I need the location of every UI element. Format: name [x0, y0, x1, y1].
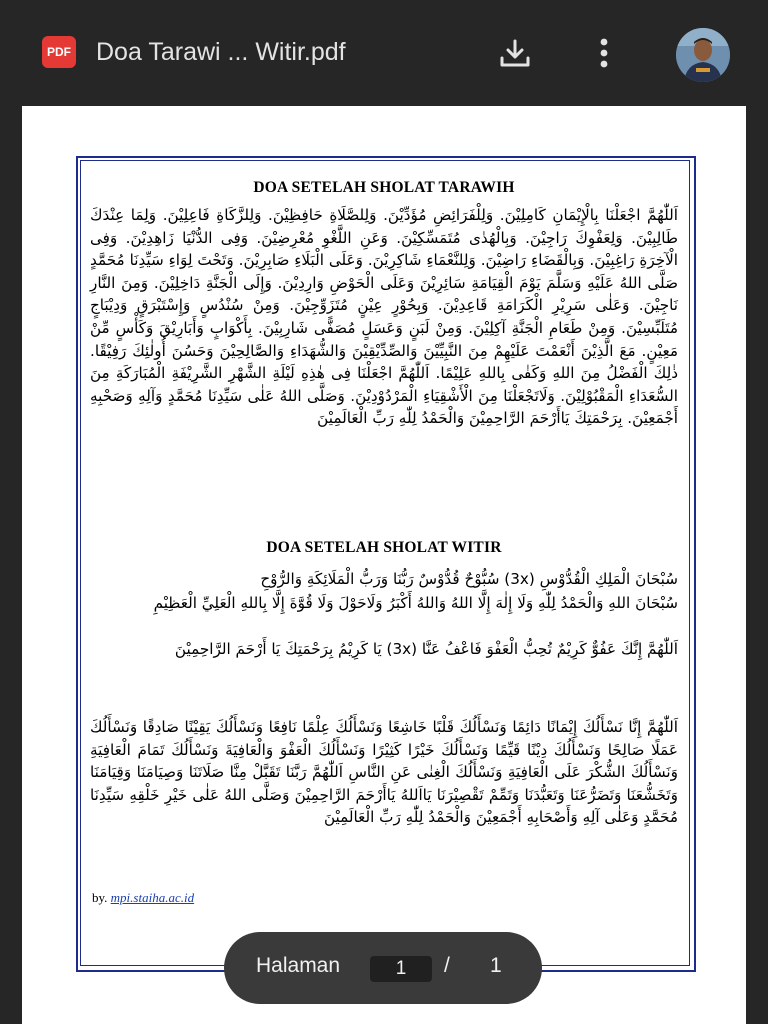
page-separator: /	[444, 954, 450, 977]
user-avatar-icon	[676, 28, 730, 82]
source-link[interactable]: mpi.staiha.ac.id	[110, 890, 195, 905]
heading-tarawih: DOA SETELAH SHOLAT TARAWIH	[253, 179, 515, 196]
total-pages: 1	[490, 954, 502, 977]
more-options-button[interactable]	[590, 34, 618, 72]
current-page-input[interactable]: 1	[370, 956, 432, 982]
more-vert-icon	[590, 34, 618, 72]
byline-prefix: by.	[92, 890, 108, 905]
download-icon	[496, 34, 534, 72]
witir-prayer-line-2: سُبْحَانَ اللهِ وَالْحَمْدُ لِلّٰهِ وَلَا إِلٰهَ إِلَّا اللهُ وَاللهُ أَكْبَرُ وَلَاحَوْلَ وَلَا قُوَّةَ إِلَّا بِاللهِ الْعَلِيِّ الْعَظِيْمِ	[153, 594, 678, 612]
witir-prayer-line-1: سُبْحَانَ الْمَلِكِ الْقُدُّوْسِ (3x) سُبُّوْحٌ قُدُّوْسٌ رَبُّنَا وَرَبُّ الْمَلَائِكَةِ وَالرُّوْحِ	[260, 570, 678, 588]
download-button[interactable]	[496, 34, 534, 72]
heading-witir: DOA SETELAH SHOLAT WITIR	[266, 539, 502, 556]
witir-prayer-paragraph: اَللّٰهُمَّ إِنَّا نَسْأَلُكَ إِيْمَانًا دَائِمًا وَنَسْأَلُكَ قَلْبًا خَاشِعًا وَنَسْأَلُكَ عِلْمًا نَافِعًا وَنَسْأَلُكَ يَقِيْنًا صَادِقًا وَنَسْأَلُكَ عَمَلًا صَالِحًا وَنَسْأَلُكَ دِيْنًا قَيِّمًا وَنَسْأَلُكَ خَيْرًا كَثِيْرًا وَنَسْأَلُكَ الْعَفْوَ وَالْعَافِيَةَ وَنَسْأَلُكَ تَمَامَ الْعَافِيَةِ وَنَسْأَلُكَ الشُّكْرَ عَلَى الْعَافِيَةِ وَنَسْأَلُكَ الْغِنٰى عَنِ النَّاسِ اَللّٰهُمَّ رَبَّنَا تَقَبَّلْ مِنَّا صَلَاتَنَا وَصِيَامَنَا وَقِيَامَنَا وَتَخَشُّعَنَا وَتَضَرُّعَنَا وَتَعَبُّدَنَا وَتَمِّمْ تَقْصِيْرَنَا يَااَللهُ يَاأَرْحَمَ الرَّاحِمِيْنَ وَصَلَّى اللهُ عَلٰى خَيْرِ خَلْقِهِ سَيِّدِنَا مُحَمَّدٍ وَعَلٰى آلِهِ وَأَصْحَابِهِ أَجْمَعِيْنَ وَالْحَمْدُ لِلّٰهِ رَبِّ الْعَالَمِيْنَ	[90, 718, 678, 827]
pdf-page	[22, 106, 746, 1024]
page-label: Halaman	[256, 954, 341, 977]
top-bar	[0, 0, 768, 106]
tarawih-prayer-text: اَللّٰهُمَّ اجْعَلْنَا بِالْإِيْمَانِ كَامِلِيْنَ. وَلِلْفَرَائِضِ مُؤَدِّيْنَ. وَلِلصَّلَاةِ حَافِظِيْنَ. وَلِلزَّكَاةِ فَاعِلِيْنَ. وَلِمَا عِنْدَكَ طَالِبِيْنَ. وَلِعَفْوِكَ رَاجِيْنَ. وَبِالْهُدٰى مُتَمَسِّكِيْنَ. وَعَنِ اللَّغْوِ مُعْرِضِيْنَ. وَفِى الدُّنْيَا زَاهِدِيْنَ. وَفِى الْآخِرَةِ رَاغِبِيْنَ. وَبِالْقَضَاءِ رَاضِيْنَ. وَلِلنَّعْمَاءِ شَاكِرِيْنَ. وَعَلَى الْبَلَاءِ صَابِرِيْنَ. وَتَحْتَ لِوَاءِ سَيِّدِنَا مُحَمَّدٍ صَلَّى اللهُ عَلَيْهِ وَسَلَّمَ يَوْمَ الْقِيَامَةِ سَائِرِيْنَ وَعَلَى الْحَوْضِ وَارِدِيْنَ. وَإِلَى الْجَنَّةِ دَاخِلِيْنَ. وَمِنَ النَّارِ نَاجِيْنَ. وَعَلٰى سَرِيْرِ الْكَرَامَةِ قَاعِدِيْنَ. وَبِحُوْرٍ عِيْنٍ مُتَزَوِّجِيْنَ. وَمِنْ سُنْدُسٍ وَإِسْتَبْرَقٍ وَدِيْبَاجٍ مُتَلَبِّسِيْنَ. وَمِنْ طَعَامِ الْجَنَّةِ آكِلِيْنَ. وَمِنْ لَبَنٍ وَعَسَلٍ مُصَفًّى شَارِبِيْنَ. بِأَكْوَابٍ وَأَبَارِيْقَ وَكَأْسٍ مِّنْ مَعِيْنٍ. مَعَ الَّذِيْنَ أَنْعَمْتَ عَلَيْهِمْ مِنَ النَّبِيِّيْنَ وَالصِّدِّيْقِيْنَ وَالشُّهَدَاءِ وَالصَّالِحِيْنَ وَحَسُنَ أُولٰئِكَ رَفِيْقًا. ذٰلِكَ الْفَضْلُ مِنَ اللهِ وَكَفٰى بِاللهِ عَلِيْمًا. اَللّٰهُمَّ اجْعَلْنَا فِى هٰذِهِ لَيْلَةِ الشَّهْرِ الشَّرِيْفَةِ الْمُبَارَكَةِ مِنَ السُّعَدَاءِ الْمَقْبُوْلِيْنَ. وَلَاتَجْعَلْنَا مِنَ الْأَشْقِيَاءِ الْمَرْدُوْدِيْنَ. وَصَلَّى اللهُ عَلٰى سَيِّدِنَا مُحَمَّدٍ وَآلِهِ وَصَحْبِهِ أَجْمَعِيْنَ. بِرَحْمَتِكَ يَاأَرْحَمَ الرَّاحِمِيْنَ وَالْحَمْدُ لِلّٰهِ رَبِّ الْعَالَمِيْنَ	[90, 206, 678, 428]
pdf-file-icon: PDF	[42, 36, 76, 68]
document-title: Doa Tarawi ... Witir.pdf	[96, 38, 346, 66]
witir-prayer-line-3: اَللّٰهُمَّ إِنَّكَ عَفُوٌّ كَرِيْمٌ تُحِبُّ الْعَفْوَ فَاعْفُ عَنَّا (3x) يَا كَرِيْمُ بِرَحْمَتِكَ يَا أَرْحَمَ الرَّاحِمِيْنَ	[174, 640, 678, 658]
account-avatar[interactable]	[676, 28, 730, 82]
page-indicator	[224, 932, 542, 1004]
byline	[92, 890, 194, 906]
